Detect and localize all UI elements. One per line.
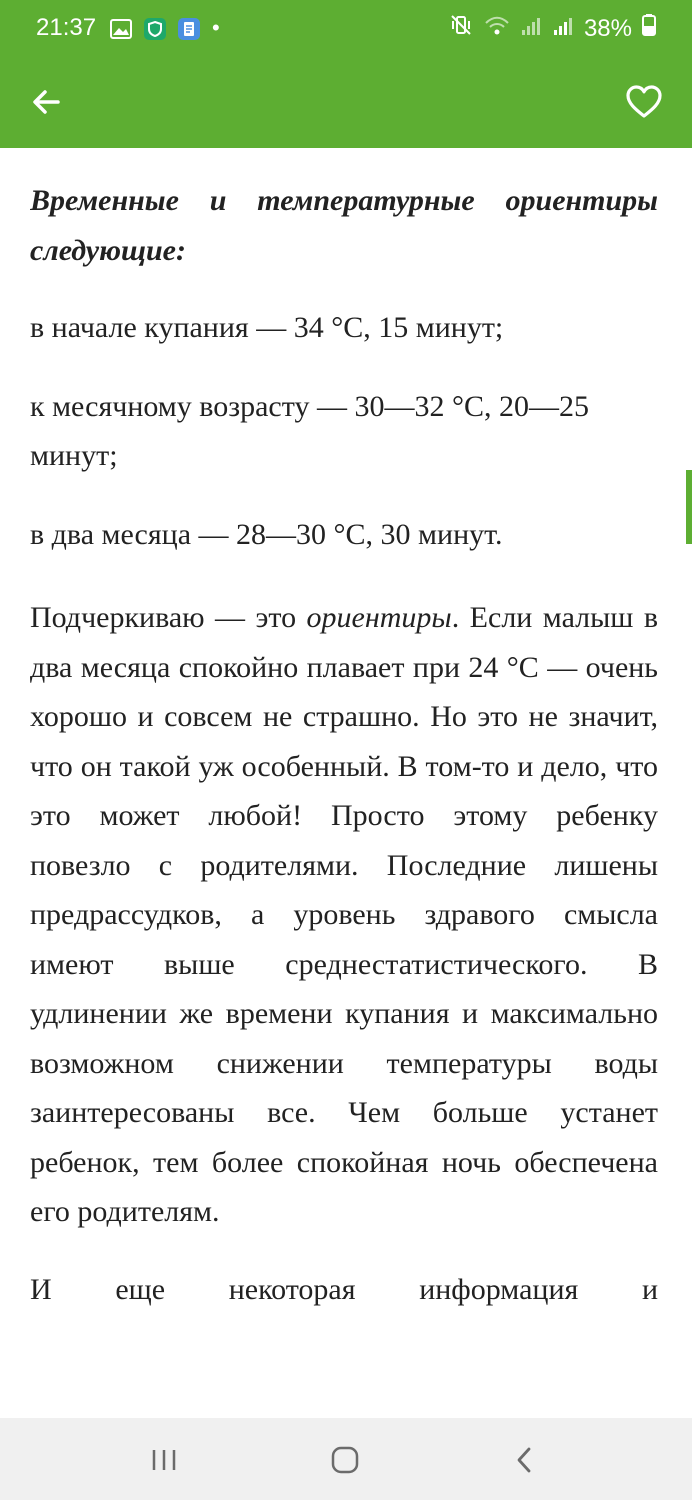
- heart-outline-icon: [625, 85, 663, 119]
- signal-icon-1: [520, 15, 542, 43]
- list-item: в начале купания — 34 °С, 15 минут;: [30, 311, 504, 344]
- body-paragraph-partial: И еще некоторая информация и: [30, 1272, 658, 1306]
- list-item: в два месяца — 28—30 °С, 30 минут.: [30, 517, 503, 551]
- back-button[interactable]: [26, 82, 66, 122]
- status-dot: •: [212, 15, 220, 40]
- section-heading: [30, 176, 658, 275]
- paragraph-text-rest: . Если малыш в два месяца спокойно плавает при 24 °С — очень хорошо и совсем не страшно. Но это не значит, что он такой уж особенный. В том-то и дело, что это может любой! Просто этому ребенку повезло с родителями. Последние лишены предрассудков, а уровень здравого смысла имеют выше среднестатистического. В удлинении же времени купания и максимально возможном снижении температуры воды заинтересованы все. Чем больше устанет ребенок, тем более спокойная ночь обеспечена его родителям.: [30, 601, 658, 1228]
- vibrate-mute-icon: [450, 14, 474, 43]
- system-nav-bar: [0, 1418, 692, 1500]
- home-icon: [330, 1445, 360, 1475]
- battery-percent: 38%: [583, 14, 632, 42]
- wifi-icon: [484, 15, 510, 43]
- status-bar: [0, 0, 692, 56]
- shield-app-icon: [144, 18, 166, 38]
- reader-content: [30, 148, 658, 1418]
- paragraph-text-start: Подчеркиваю — это: [30, 601, 307, 634]
- image-icon: [110, 18, 132, 38]
- back-chevron-icon: [513, 1445, 535, 1475]
- notification-icons: [110, 15, 220, 41]
- recents-icon: [149, 1446, 179, 1474]
- section-heading-text: Временные и температурные ориентиры следующие:: [30, 184, 658, 267]
- app-bar: [0, 56, 692, 148]
- body-paragraph: [30, 593, 658, 1237]
- arrow-left-icon: [30, 86, 62, 118]
- status-time: 21:37: [36, 14, 97, 41]
- home-button[interactable]: [315, 1438, 375, 1482]
- recents-button[interactable]: [134, 1438, 194, 1482]
- battery-icon: [642, 14, 656, 43]
- list-item: к месячному возрасту — 30—32 °С, 20—25 минут;: [30, 389, 589, 472]
- favorite-button[interactable]: [622, 80, 666, 124]
- nav-back-button[interactable]: [494, 1438, 554, 1482]
- scroll-indicator[interactable]: [686, 470, 692, 544]
- document-app-icon: [178, 18, 200, 38]
- paragraph-emphasis: ориентиры: [306, 601, 452, 634]
- system-icons: [450, 14, 656, 43]
- signal-icon-2: [552, 15, 574, 43]
